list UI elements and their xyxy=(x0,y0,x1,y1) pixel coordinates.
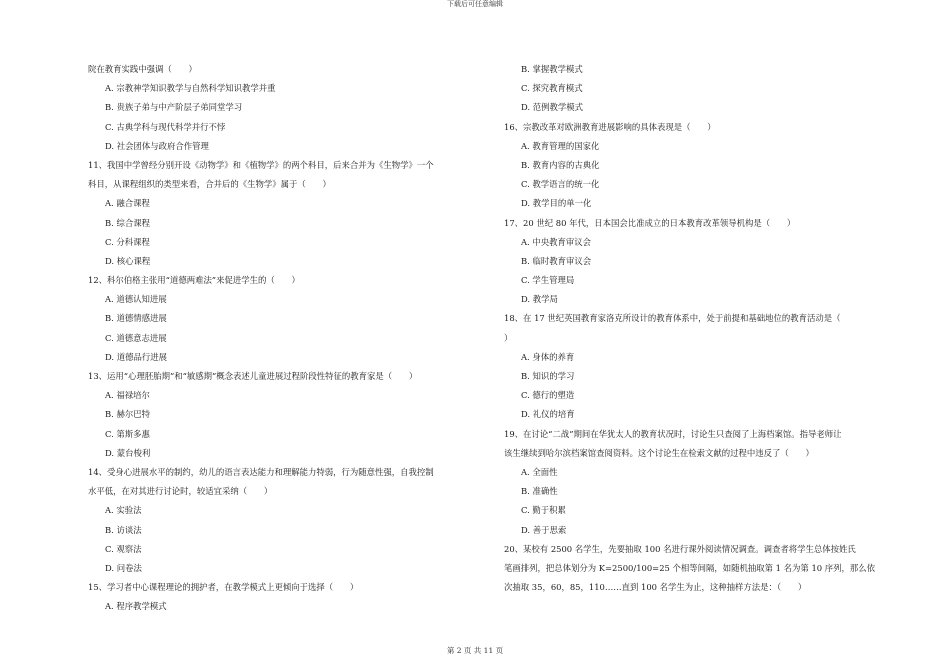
answer-option: C. 道德意志进展 xyxy=(105,332,167,343)
question-text: 17、20 世纪 80 年代，日本国会比准成立的日本教育改革领导机构是（ ） xyxy=(504,217,796,228)
question-text: 15、学习者中心课程理论的拥护者，在教学模式上更倾向于选择（ ） xyxy=(88,582,359,593)
answer-option: B. 临时教育审议会 xyxy=(521,255,592,266)
answer-option: D. 善于思索 xyxy=(521,524,567,535)
question-text: 科目，从课程组织的类型来看，合并后的《生物学》属于（ ） xyxy=(88,179,331,190)
answer-option: A. 融合课程 xyxy=(105,198,150,209)
answer-option: C. 分科课程 xyxy=(105,236,150,247)
question-text: ） xyxy=(504,332,513,343)
answer-option: B. 道德情感进展 xyxy=(105,313,167,324)
left-column xyxy=(88,60,488,616)
question-text: 16、宗教改革对欧洲教育进展影响的具体表现是（ ） xyxy=(504,121,716,132)
answer-option: C. 勤于积累 xyxy=(521,505,566,516)
answer-option: B. 准确性 xyxy=(521,486,558,497)
answer-option: D. 蒙台梭利 xyxy=(105,447,151,458)
answer-option: B. 访谈法 xyxy=(105,524,142,535)
answer-option: C. 探究教育模式 xyxy=(521,83,583,94)
answer-option: A. 实验法 xyxy=(105,505,142,516)
answer-option: D. 问卷法 xyxy=(105,562,142,573)
answer-option: D. 范例教学模式 xyxy=(521,102,583,113)
page-header: 下载后可任意编辑 xyxy=(447,0,503,8)
question-text: 18、在 17 世纪英国教育家洛克所设计的教育体系中，处于前提和基础地位的教育活动是（ xyxy=(504,313,841,324)
question-text: 14、受身心进展水平的制约，幼儿的语言表达能力和理解能力特弱，行为随意性强，自我控制 xyxy=(88,466,434,477)
answer-option: B. 掌握教学模式 xyxy=(521,64,583,74)
answer-option: D. 教学目的单一化 xyxy=(521,198,592,209)
answer-option: C. 观察法 xyxy=(105,543,142,554)
answer-option: A. 全面性 xyxy=(521,466,558,477)
question-text: 水平低，在对其进行讨论时，较适宜采纳（ ） xyxy=(88,486,273,497)
answer-option: A. 身体的养育 xyxy=(521,351,575,362)
answer-option: C. 古典学科与现代科学并行不悖 xyxy=(105,121,226,132)
right-column xyxy=(504,60,904,597)
question-text: 11、我国中学曾经分别开设《动物学》和《植物学》的两个科目，后来合并为《生物学》一个 xyxy=(88,159,434,170)
question-text: 院在教育实践中强调（ ） xyxy=(88,64,197,74)
answer-option: B. 综合课程 xyxy=(105,217,150,228)
question-text: 19、在讨论“二战”期间在华犹太人的教育状况时，讨论生只查阅了上海档案馆。指导老师让 xyxy=(504,428,842,439)
answer-option: D. 礼仪的培育 xyxy=(521,409,575,420)
answer-option: B. 贵族子弟与中产阶层子弟同堂学习 xyxy=(105,102,243,113)
question-text: 12、科尔伯格主张用“道德两难法”来促进学生的（ ） xyxy=(88,275,300,286)
question-text: 次抽取 35，60，85，110……直到 100 名学生为止，这种抽样方法是：（ ） xyxy=(504,582,807,593)
answer-option: B. 教育内容的古典化 xyxy=(521,159,600,170)
answer-option: D. 社会团体与政府合作管理 xyxy=(105,140,209,151)
answer-option: C. 教学语言的统一化 xyxy=(521,179,600,190)
answer-option: A. 中央教育审议会 xyxy=(521,236,591,247)
answer-option: C. 德行的塑造 xyxy=(521,390,575,401)
answer-option: B. 知识的学习 xyxy=(521,371,575,381)
answer-option: D. 教学局 xyxy=(521,294,558,305)
answer-option: D. 道德品行进展 xyxy=(105,351,167,362)
answer-option: A. 教育管理的国家化 xyxy=(521,140,600,151)
answer-option: C. 第斯多惠 xyxy=(105,428,150,439)
answer-option: A. 宗教神学知识教学与自然科学知识教学并重 xyxy=(105,83,276,94)
answer-option: C. 学生管理局 xyxy=(521,275,575,286)
answer-option: A. 道德认知进展 xyxy=(105,294,167,305)
answer-option: B. 赫尔巴特 xyxy=(105,409,150,420)
question-text: 20、某校有 2500 名学生，先要抽取 100 名进行课外阅读情况调查。调查者将学生总体按姓氏 xyxy=(504,543,856,554)
question-text: 13、运用“心理胚胎期”和“敏感期”概念表述儿童进展过程阶段性特征的教育家是（ ） xyxy=(88,371,418,381)
answer-option: D. 核心课程 xyxy=(105,255,151,266)
question-text: 该生继续到哈尔滨档案馆查阅资料。这个讨论生在检索文献的过程中违反了（ ） xyxy=(504,447,814,458)
answer-option: A. 程序教学模式 xyxy=(105,601,167,612)
page-footer: 第 2 页 共 11 页 xyxy=(446,646,504,655)
question-text: 笔画排列，把总体划分为 K=2500/100=25 个相等间隔，如随机抽取第 1 名为第 10 序列，那么依 xyxy=(504,562,876,573)
answer-option: A. 福禄培尔 xyxy=(105,390,150,401)
